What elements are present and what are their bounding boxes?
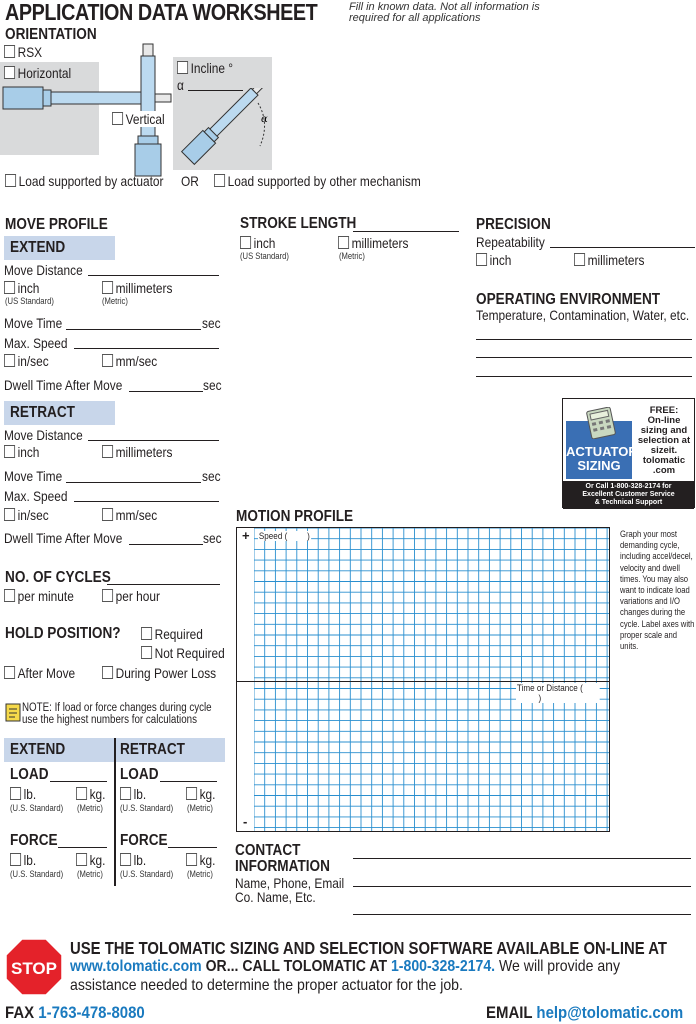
alpha-label: α [177, 77, 184, 93]
retract-move-distance-field[interactable] [88, 440, 219, 441]
rsx-option[interactable] [4, 44, 42, 60]
fax-label: FAX [5, 1003, 39, 1022]
per-minute-option[interactable] [4, 588, 74, 604]
retract-inch-label: inch [17, 444, 40, 460]
retract-mm-option[interactable] [102, 444, 172, 460]
stroke-inch-sub: (US Standard) [240, 251, 289, 261]
extend-force-field[interactable] [58, 847, 107, 848]
extend-force-kg-sub: (Metric) [77, 869, 103, 879]
stroke-inch-label: inch [253, 235, 276, 251]
per-hour-label: per hour [115, 588, 160, 604]
retract-max-speed-label: Max. Speed [4, 488, 68, 504]
hold-not-required-label: Not Required [154, 645, 225, 661]
retract-force-lb-checkbox[interactable] [120, 853, 131, 866]
extend-load-lb-label: lb. [23, 786, 37, 802]
power-loss-label: During Power Loss [115, 665, 217, 681]
retract-force-kg-checkbox[interactable] [186, 853, 197, 866]
retract-inch-checkbox[interactable] [4, 445, 15, 458]
incline-option[interactable] [177, 60, 233, 76]
time-axis-label [516, 683, 600, 703]
move-profile-heading: MOVE PROFILE [5, 216, 108, 233]
retract-move-distance-label: Move Distance [4, 427, 83, 443]
promo-line3: sizing and [640, 425, 688, 436]
retract-bar-label: RETRACT [10, 404, 75, 421]
retract-move-time-label: Move Time [4, 468, 63, 484]
extend-load-kg-option[interactable] [76, 786, 105, 802]
retract-force-lb-option[interactable] [120, 852, 146, 868]
incline-actuator-illustration [178, 88, 272, 168]
precision-mm-option[interactable] [574, 252, 644, 268]
retract-force-kg-label: kg. [199, 852, 216, 868]
precision-mm-checkbox[interactable] [574, 253, 585, 266]
promo-line5: sizeit. [650, 445, 678, 456]
stroke-heading: STROKE LENGTH [240, 215, 357, 232]
extend-mm-sec-label: mm/sec [115, 353, 158, 369]
extend-force-kg-option[interactable] [76, 852, 105, 868]
extend-force-lb-sub: (U.S. Standard) [10, 869, 64, 879]
fax-line [5, 1003, 145, 1023]
contact-desc-1: Name, Phone, Email [235, 875, 345, 891]
extend-move-time-sec: sec [202, 315, 221, 331]
after-move-label: After Move [17, 665, 76, 681]
load-other-checkbox[interactable] [214, 174, 225, 187]
load-actuator-label: Load supported by actuator [18, 173, 164, 189]
website-link[interactable]: www.tolomatic.com [70, 958, 202, 975]
extend-force-label: FORCE [10, 832, 58, 849]
environment-field-1[interactable] [476, 339, 692, 340]
after-move-checkbox[interactable] [4, 666, 15, 679]
extend-mm-label: millimeters [115, 280, 173, 296]
extend-load-field[interactable] [50, 781, 107, 782]
extend-dwell-field[interactable] [129, 391, 203, 392]
note-icon [5, 702, 21, 722]
retract-force-kg-sub: (Metric) [187, 869, 213, 879]
note-text: NOTE: If load or force changes during cycle use the highest numbers for calculations [22, 702, 212, 726]
extend-inch-option[interactable] [4, 280, 39, 296]
extend-force-kg-label: kg. [89, 852, 106, 868]
lf-retract-label: RETRACT [120, 741, 185, 758]
hold-not-required-option[interactable] [141, 645, 225, 661]
promo-line6: tolomatic [642, 455, 686, 466]
retract-load-lb-label: lb. [133, 786, 147, 802]
vertical-option[interactable] [112, 111, 165, 127]
hold-not-required-checkbox[interactable] [141, 646, 152, 659]
extend-force-lb-checkbox[interactable] [10, 853, 21, 866]
extend-dwell-sec: sec [203, 377, 222, 393]
retract-move-time-sec: sec [202, 468, 221, 484]
retract-force-lb-label: lb. [133, 852, 147, 868]
retract-dwell-field[interactable] [129, 544, 203, 545]
precision-inch-label: inch [489, 252, 512, 268]
extend-load-label: LOAD [10, 766, 49, 783]
load-force-divider [114, 738, 116, 886]
extend-force-kg-checkbox[interactable] [76, 853, 87, 866]
retract-dwell-label: Dwell Time After Move [4, 530, 123, 546]
per-minute-checkbox[interactable] [4, 589, 15, 602]
extend-load-lb-option[interactable] [10, 786, 36, 802]
horizontal-checkbox[interactable] [4, 66, 15, 79]
footer-line2 [70, 958, 620, 976]
retract-force-kg-option[interactable] [186, 852, 215, 868]
assist-text-1: We will provide any [495, 958, 621, 975]
horizontal-option[interactable] [4, 65, 71, 81]
extend-max-speed-label: Max. Speed [4, 335, 68, 351]
orientation-heading: ORIENTATION [5, 26, 97, 43]
rsx-label: RSX [17, 44, 43, 60]
motion-grid[interactable] [254, 528, 609, 831]
retract-mm-sec-label: mm/sec [115, 507, 158, 523]
time-label: Time or Distance ( [516, 683, 583, 693]
extend-in-sec-label: in/sec [17, 353, 49, 369]
retract-bar [4, 401, 115, 425]
phone-link[interactable]: 1-800-328-2174. [390, 958, 496, 975]
extend-move-time-field[interactable] [66, 329, 201, 330]
extend-in-sec-option[interactable] [4, 353, 49, 369]
load-other-option[interactable] [214, 173, 421, 189]
hold-required-label: Required [154, 626, 203, 642]
logo-line1: ACTUATOR [566, 444, 638, 459]
promo-footer1: Or Call 1-800-328-2174 for [585, 483, 672, 490]
hold-required-option[interactable] [141, 626, 203, 642]
motion-grid-frame[interactable] [236, 527, 610, 832]
retract-mm-sec-option[interactable] [102, 507, 157, 523]
speed-label-close: ) [307, 531, 310, 541]
extend-mm-sub: (Metric) [102, 296, 128, 306]
precision-heading: PRECISION [476, 216, 551, 233]
promo-footer2: Excellent Customer Service [582, 491, 675, 498]
extend-load-kg-checkbox[interactable] [76, 787, 87, 800]
email-link[interactable]: help@tolomatic.com [536, 1003, 684, 1022]
retract-mm-sec-checkbox[interactable] [102, 508, 113, 521]
promo-line2: On-line [647, 415, 681, 426]
extend-force-lb-label: lb. [23, 852, 37, 868]
extend-in-sec-checkbox[interactable] [4, 354, 15, 367]
extend-inch-label: inch [17, 280, 40, 296]
retract-force-field[interactable] [168, 847, 217, 848]
retract-mm-checkbox[interactable] [102, 445, 113, 458]
or-call-text: OR... CALL TOLOMATIC AT [201, 958, 391, 975]
hold-heading: HOLD POSITION? [5, 625, 121, 642]
stroke-mm-checkbox[interactable] [338, 236, 349, 249]
retract-load-kg-label: kg. [199, 786, 216, 802]
logo-line2: SIZING [577, 458, 621, 473]
footer-line1: USE THE TOLOMATIC SIZING AND SELECTION SOFTWARE AVAILABLE ON-LINE AT [70, 938, 667, 958]
retract-mm-label: millimeters [115, 444, 173, 460]
extend-load-lb-sub: (U.S. Standard) [10, 803, 64, 813]
retract-force-label: FORCE [120, 832, 168, 849]
motion-axis-line [237, 681, 609, 682]
contact-desc-2: Co. Name, Etc. [235, 889, 316, 905]
promo-line4: selection at [637, 435, 691, 446]
stroke-mm-option[interactable] [338, 235, 408, 251]
repeatability-field[interactable] [550, 247, 695, 248]
retract-in-sec-label: in/sec [17, 507, 49, 523]
plus-sign: + [242, 528, 250, 543]
retract-load-kg-checkbox[interactable] [186, 787, 197, 800]
environment-field-2[interactable] [476, 357, 692, 358]
load-actuator-option[interactable] [5, 173, 163, 189]
minus-sign: - [243, 814, 248, 829]
load-actuator-checkbox[interactable] [5, 174, 16, 187]
retract-dwell-sec: sec [203, 530, 222, 546]
extend-move-distance-label: Move Distance [4, 262, 83, 278]
stroke-mm-label: millimeters [351, 235, 409, 251]
per-hour-checkbox[interactable] [102, 589, 113, 602]
stop-sign-icon [5, 938, 63, 996]
extend-max-speed-field[interactable] [74, 348, 219, 349]
extend-inch-checkbox[interactable] [4, 281, 15, 294]
promo-footer [563, 481, 694, 509]
extend-bar [4, 236, 115, 260]
per-minute-label: per minute [17, 588, 74, 604]
load-other-label: Load supported by other mechanism [227, 173, 421, 189]
extend-mm-option[interactable] [102, 280, 172, 296]
extend-mm-checkbox[interactable] [102, 281, 113, 294]
extend-mm-sec-option[interactable] [102, 353, 157, 369]
retract-load-lb-option[interactable] [120, 786, 146, 802]
fax-number[interactable]: 1-763-478-8080 [38, 1003, 145, 1022]
stroke-mm-sub: (Metric) [339, 251, 365, 261]
motion-side-note: Graph your most demanding cycle, including accel/decel, velocity and dwell times. You may also want to indicate load variations and I/O changes during the cycle. Label axes with proper scale and units. [620, 529, 695, 652]
stroke-field[interactable] [353, 231, 459, 232]
retract-load-kg-option[interactable] [186, 786, 215, 802]
retract-in-sec-option[interactable] [4, 507, 49, 523]
stop-text: STOP [11, 959, 57, 978]
header-note: Fill in known data. Not all information is required for all applications [349, 1, 540, 24]
or-label: OR [181, 173, 199, 189]
calculator-icon [584, 407, 618, 439]
alpha-angle-mark: α [261, 114, 268, 125]
after-move-option[interactable] [4, 665, 75, 681]
extend-load-lb-checkbox[interactable] [10, 787, 21, 800]
sizing-promo[interactable] [562, 398, 695, 508]
precision-inch-option[interactable] [476, 252, 511, 268]
retract-load-label: LOAD [120, 766, 159, 783]
retract-inch-option[interactable] [4, 444, 39, 460]
promo-free: FREE: [649, 405, 679, 416]
incline-checkbox[interactable] [177, 61, 188, 74]
vertical-checkbox[interactable] [112, 112, 123, 125]
extend-mm-sec-checkbox[interactable] [102, 354, 113, 367]
extend-load-kg-sub: (Metric) [77, 803, 103, 813]
retract-load-field[interactable] [160, 781, 217, 782]
contact-field-2[interactable] [353, 886, 691, 887]
retract-load-lb-checkbox[interactable] [120, 787, 131, 800]
vertical-actuator-illustration [130, 42, 170, 178]
power-loss-checkbox[interactable] [102, 666, 113, 679]
rsx-checkbox[interactable] [4, 45, 15, 58]
retract-load-kg-sub: (Metric) [187, 803, 213, 813]
lf-extend-label: EXTEND [10, 741, 66, 758]
incline-label: Incline ° [190, 60, 234, 76]
hold-required-checkbox[interactable] [141, 627, 152, 640]
motion-heading: MOTION PROFILE [236, 508, 354, 525]
precision-inch-checkbox[interactable] [476, 253, 487, 266]
per-hour-option[interactable] [102, 588, 160, 604]
retract-in-sec-checkbox[interactable] [4, 508, 15, 521]
environment-heading: OPERATING ENVIRONMENT [476, 291, 661, 308]
horizontal-label: Horizontal [17, 65, 72, 81]
vertical-label: Vertical [125, 111, 165, 127]
email-label: EMAIL [486, 1003, 537, 1022]
extend-move-time-label: Move Time [4, 315, 63, 331]
extend-force-lb-option[interactable] [10, 852, 36, 868]
retract-move-time-field[interactable] [66, 482, 201, 483]
extend-inch-sub: (US Standard) [5, 296, 54, 306]
speed-label: Speed ( [258, 531, 288, 541]
contact-field-3[interactable] [353, 914, 691, 915]
environment-field-3[interactable] [476, 376, 692, 377]
contact-field-1[interactable] [353, 858, 691, 859]
contact-heading-1: CONTACT [235, 842, 301, 859]
retract-max-speed-field[interactable] [74, 501, 219, 502]
retract-load-lb-sub: (U.S. Standard) [120, 803, 174, 813]
actuator-sizing-logo [566, 421, 638, 479]
extend-load-kg-label: kg. [89, 786, 106, 802]
contact-heading-2: INFORMATION [235, 858, 330, 875]
power-loss-option[interactable] [102, 665, 216, 681]
cycles-field[interactable] [107, 584, 220, 585]
precision-mm-label: millimeters [587, 252, 645, 268]
promo-line7: .com [652, 465, 676, 476]
environment-desc: Temperature, Contamination, Water, etc. [476, 307, 690, 323]
extend-bar-label: EXTEND [10, 239, 66, 256]
time-label-close: ) [538, 693, 542, 703]
extend-move-distance-field[interactable] [88, 275, 219, 276]
email-line [486, 1003, 683, 1023]
repeatability-label: Repeatability [476, 234, 545, 250]
speed-axis-label [258, 531, 311, 541]
cycles-heading: NO. OF CYCLES [5, 569, 111, 586]
retract-force-lb-sub: (U.S. Standard) [120, 869, 174, 879]
promo-text [635, 406, 693, 476]
footer-line3: assistance needed to determine the proper actuator for the job. [70, 977, 463, 994]
page-title: APPLICATION DATA WORKSHEET [5, 0, 318, 25]
promo-footer3: & Technical Support [594, 499, 663, 506]
stroke-inch-checkbox[interactable] [240, 236, 251, 249]
stroke-inch-option[interactable] [240, 235, 275, 251]
extend-dwell-label: Dwell Time After Move [4, 377, 123, 393]
